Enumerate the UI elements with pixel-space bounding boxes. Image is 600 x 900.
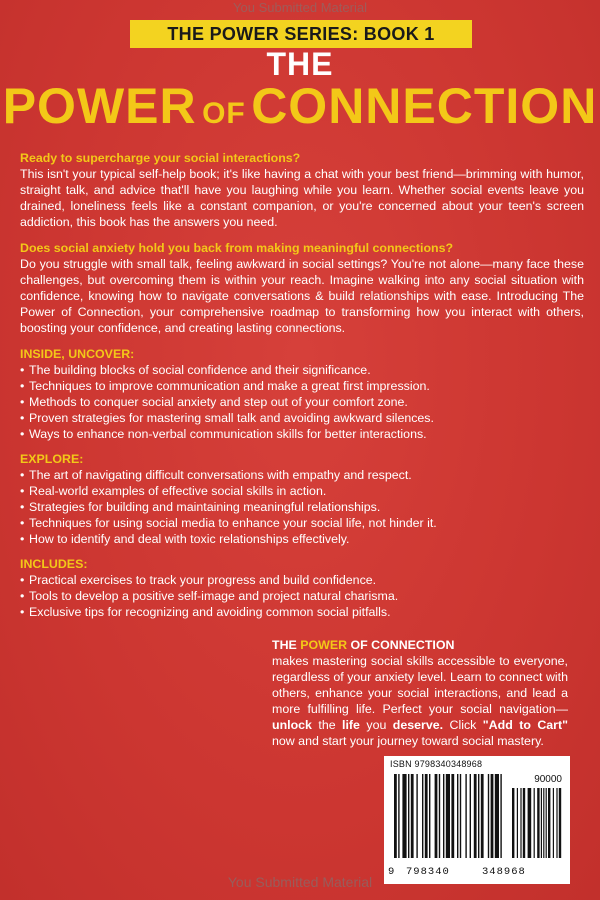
anxiety-question: Does social anxiety hold you back from making meaningful connections? <box>20 241 454 255</box>
barcode-bar <box>546 788 547 858</box>
barcode-bar <box>394 774 397 858</box>
watermark-bottom: You Submitted Material <box>227 874 373 890</box>
series-banner: THE POWER SERIES: BOOK 1 <box>130 20 472 48</box>
list-item: • Tools to develop a positive self-image and project natural charisma. <box>20 588 584 604</box>
barcode-bar <box>520 788 521 858</box>
isbn-barcode <box>384 756 570 884</box>
closing-deserve: deserve. <box>392 718 444 732</box>
barcode-bar <box>523 788 525 858</box>
explore-list <box>20 467 584 547</box>
section-heading-explore: EXPLORE: <box>20 452 84 466</box>
barcode-digit-first: 9 <box>388 866 396 878</box>
barcode-bar <box>460 774 461 858</box>
barcode-bar <box>495 774 499 858</box>
barcode-bar <box>470 774 471 858</box>
title-power: POWER <box>2 78 197 134</box>
closing-text-3: you <box>359 718 393 732</box>
closing-brand-power: POWER <box>300 638 348 652</box>
list-item: • Techniques for using social media to enhance your social life, not hinder it. <box>20 515 584 531</box>
intro-paragraph: This isn't your typical self-help book; it's like having a chat with your best friend—brimming with humor, straight talk, and advice that'll have you laughing while you learn. Whether social events leave you drained, loneliness feels like a constant companion, or you're concerned about your teen's screen addiction, this book has the answers you need. <box>20 167 584 229</box>
barcode-bar <box>425 774 428 858</box>
list-item: • The building blocks of social confidence and their significance. <box>20 362 584 378</box>
barcode-bar <box>500 774 501 858</box>
closing-brand <box>272 637 568 653</box>
list-item: • Strategies for building and maintaining meaningful relationships. <box>20 499 584 515</box>
barcode-bar <box>537 788 539 858</box>
barcode-bar <box>402 774 406 858</box>
barcode-bar <box>534 788 535 858</box>
barcode-bar <box>422 774 423 858</box>
barcode-bar <box>457 774 458 858</box>
barcode-bar <box>559 788 561 858</box>
barcode-bar <box>478 774 479 858</box>
closing-paragraph <box>272 637 568 749</box>
barcode-bar <box>512 788 514 858</box>
list-item: • Practical exercises to track your progress and build confidence. <box>20 572 584 588</box>
closing-unlock: unlock <box>272 718 312 732</box>
blurb <box>20 150 584 629</box>
barcode-bar <box>474 774 477 858</box>
closing-text-1: makes mastering social skills accessible to everyone, regardless of your anxiety level. Learn to connect with others, enhance your social interactions, and lead a more fulfilling life. Perfect your social navigation— <box>272 654 568 716</box>
closing-brand-rest: OF CONNECTION <box>350 638 455 652</box>
closing-life: life <box>342 718 360 732</box>
title-the: THE <box>266 46 334 82</box>
list-item: • Methods to conquer social anxiety and step out of your comfort zone. <box>20 394 584 410</box>
book-title <box>0 76 600 149</box>
watermark-top: You Submitted Material <box>233 0 367 15</box>
list-item: • Ways to enhance non-verbal communication skills for better interactions. <box>20 426 584 442</box>
barcode-bar <box>435 774 438 858</box>
closing-brand-the: THE <box>272 638 297 652</box>
barcode-bar <box>451 774 454 858</box>
intro-question: Ready to supercharge your social interactions? <box>20 151 301 165</box>
barcode-bar <box>548 788 550 858</box>
barcode-bar <box>556 788 557 858</box>
includes-list <box>20 572 584 620</box>
barcode-bar <box>408 774 409 858</box>
closing-text-4: Click <box>443 718 483 732</box>
barcode-bar <box>465 774 466 858</box>
section-heading-uncover: INSIDE, UNCOVER: <box>20 347 135 361</box>
barcode-bar <box>517 788 518 858</box>
barcode-digits-group-2: 348968 <box>482 866 526 878</box>
barcode-bar <box>439 774 440 858</box>
barcode-bar <box>488 774 489 858</box>
list-item: • How to identify and deal with toxic relationships effectively. <box>20 531 584 547</box>
barcode-bar <box>553 788 554 858</box>
title-connection: CONNECTION <box>251 78 598 134</box>
barcode-bar <box>398 774 399 858</box>
barcode-bar <box>429 774 430 858</box>
closing-text-5: now and start your journey toward social mastery. <box>272 734 544 748</box>
section-heading-includes: INCLUDES: <box>20 557 88 571</box>
list-item: • Techniques to improve communication and make a great first impression. <box>20 378 584 394</box>
closing-cta: "Add to Cart" <box>482 718 568 732</box>
barcode-digits-group-1: 798340 <box>406 866 450 878</box>
closing-text-2: the <box>311 718 343 732</box>
list-item: • Real-world examples of effective social skills in action. <box>20 483 584 499</box>
list-item: • Exclusive tips for recognizing and avoiding common social pitfalls. <box>20 604 584 620</box>
list-item: • The art of navigating difficult conversations with empathy and respect. <box>20 467 584 483</box>
barcode-bar <box>416 774 417 858</box>
isbn-label: ISBN 9798340348968 <box>390 759 483 769</box>
uncover-list <box>20 362 584 442</box>
barcode-bar <box>491 774 494 858</box>
list-item: • Proven strategies for mastering small talk and avoiding awkward silences. <box>20 410 584 426</box>
barcode-bars <box>394 774 562 866</box>
barcode-bar <box>541 788 542 858</box>
barcode-bar <box>528 788 532 858</box>
barcode-bar <box>411 774 414 858</box>
barcode-bar <box>543 788 544 858</box>
barcode-bar <box>446 774 450 858</box>
title-of: OF <box>202 97 246 130</box>
anxiety-paragraph: Do you struggle with small talk, feeling awkward in social settings? You're not alone—many face these challenges, but overcoming them is within your reach. Imagine walking into any social situation with confidence, knowing how to navigate conversations & build relationships with ease. Introducing The Power of Connection, your comprehensive roadmap to transforming how you interact with others, boosting your confidence, and creating lasting connections. <box>20 257 584 335</box>
barcode-bar <box>443 774 444 858</box>
price-code: 90000 <box>534 774 562 785</box>
barcode-bar <box>481 774 484 858</box>
